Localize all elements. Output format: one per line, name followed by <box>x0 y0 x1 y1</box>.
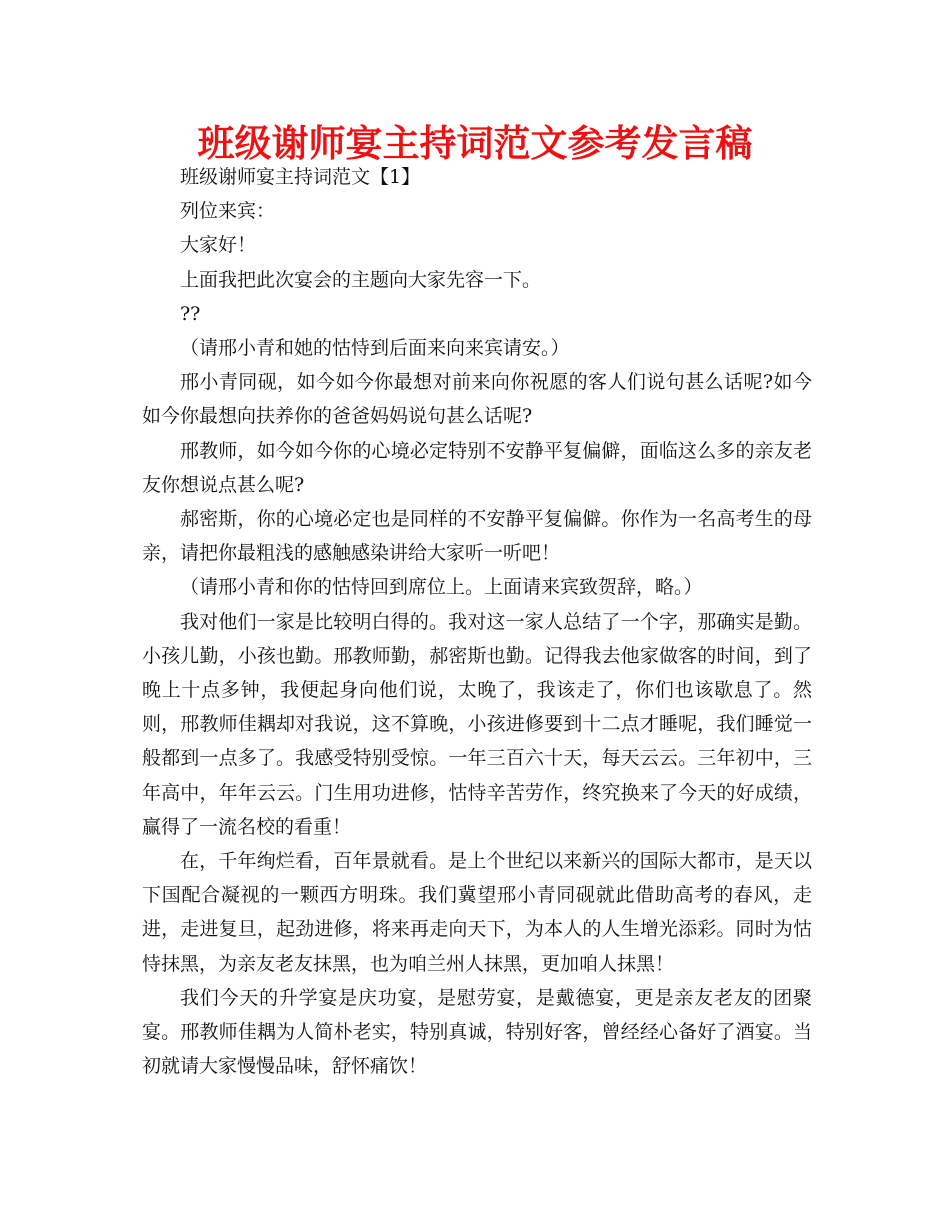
paragraph: 在，千年绚烂看，百年景就看。是上个世纪以来新兴的国际大都市，是天以下国配合凝视的一颗西方明珠。我们冀望邢小青同砚就此借助高考的春风，走进，走进复旦，起劲进修，将来再走向天下，为本人的人生增光添彩。同时为怙恃抹黑，为亲友老友抹黑，也为咱兰州人抹黑，更加咱人抹黑！ <box>142 850 812 975</box>
paragraph: 我们今天的升学宴是庆功宴，是慰劳宴，是戴德宴，更是亲友老友的团聚宴。邢教师佳耦为人简朴老实，特别真诚，特别好客，曾经经心备好了酒宴。当初就请大家慢慢品味，舒怀痛饮！ <box>142 986 812 1078</box>
paragraph: 列位来宾： <box>180 200 276 223</box>
paragraph: （请邢小青和她的怙恃到后面来向来宾请安。） <box>180 337 570 360</box>
paragraph: 大家好！ <box>180 234 257 257</box>
document-body <box>142 160 812 1083</box>
paragraph: ?? <box>180 302 201 325</box>
paragraph: 郝密斯，你的心境必定也是同样的不安静平复偏僻。你作为一名高考生的母亲，请把你最粗浅的感触感染讲给大家听一听吧！ <box>142 508 812 565</box>
paragraph: 我对他们一家是比较明白得的。我对这一家人总结了一个字，那确实是勤。小孩儿勤，小孩也勤。邢教师勤，郝密斯也勤。记得我去他家做客的时间，到了晚上十点多钟，我便起身向他们说，太晚了，我该走了，你们也该歇息了。然则，邢教师佳耦却对我说，这不算晚，小孩进修要到十二点才睡呢，我们睡觉一般都到一点多了。我感受特别受惊。一年三百六十天，每天云云。三年初中，三年高中，年年云云。门生用功进修，怙恃辛苦劳作，终究换来了今天的好成绩，赢得了一流名校的看重！ <box>142 610 812 838</box>
paragraph: （请邢小青和你的怙恃回到席位上。上面请来宾致贺辞，略。） <box>180 576 703 599</box>
document-title: 班级谢师宴主持词范文参考发言稿 <box>197 122 753 165</box>
paragraph: 邢小青同砚，如今如今你最想对前来向你祝愿的客人们说句甚么话呢?如今如今你最想向扶养你的爸爸妈妈说句甚么话呢? <box>142 371 812 428</box>
paragraph: 邢教师，如今如今你的心境必定特别不安静平复偏僻，面临这么多的亲友老友你想说点甚么呢? <box>142 439 812 496</box>
paragraph: 上面我把此次宴会的主题向大家先容一下。 <box>180 268 542 291</box>
paragraph: 班级谢师宴主持词范文【1】 <box>180 166 421 188</box>
